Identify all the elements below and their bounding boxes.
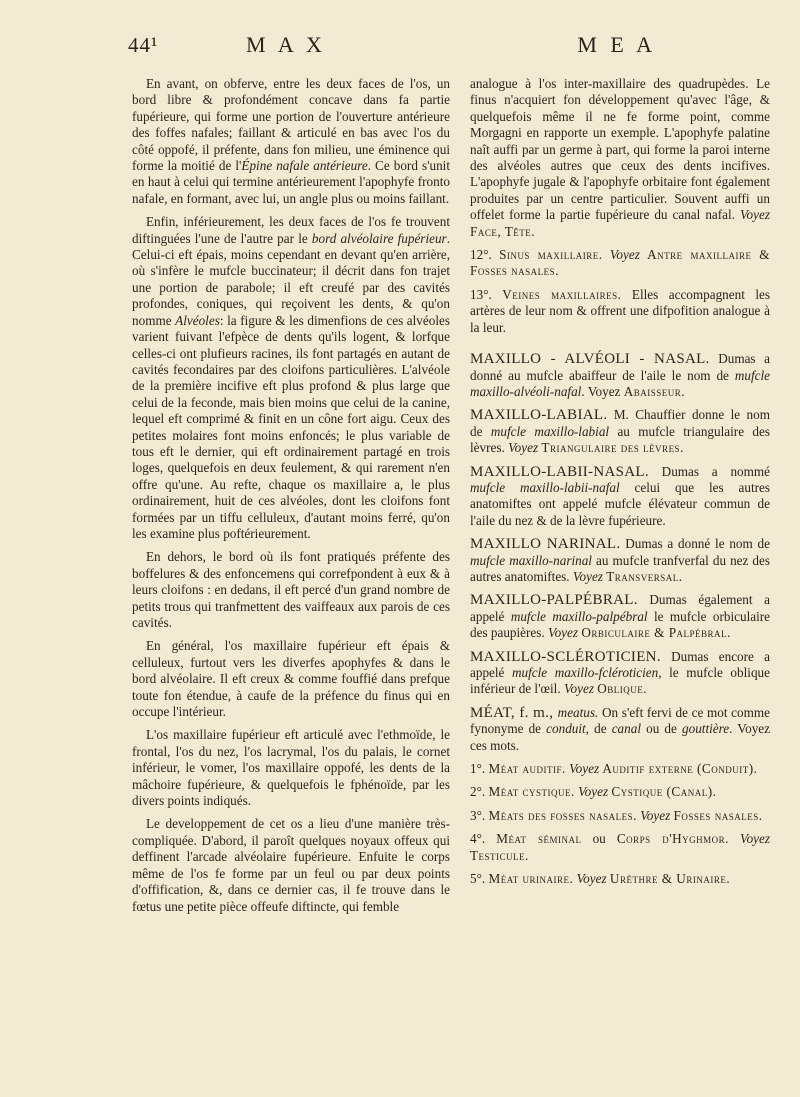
paragraph: En général, l'os maxillaire fupérieur eft épais & celluleux, furtout vers les diverfes apophyfes & dans le bord alvéolaire. Il eft creux & comme fouffié dans prefque toute fon étendue, à caufe de la préfence du finus qui en occupe l'intérieur. — [132, 638, 450, 720]
paragraph: En dehors, le bord où ils font pratiqués préfente des boffelures & des enfoncemens qui correfpondent à eux & à leurs cloifons : en dedans, il eft percé d'un grand nombre de petits trous qui tranfmettent des vaiffeaux aux parois de ces cavités. — [132, 549, 450, 630]
entry-term: Sinus maxillaire. — [499, 247, 603, 263]
headword: MAXILLO NARINAL. — [470, 536, 621, 553]
cross-reference: Auditif externe (Conduit). — [602, 761, 758, 777]
entry-term: Méats des fosses nasales. — [488, 807, 637, 823]
paragraph: En avant, on obferve, entre les deux faces de l'os, un bord libre & profondément concave dans fa partie fupérieure, qui forme une portion de l'ouverture antérieure des foffes nafales; faillant & articulé en bas avec l'os du côté oppofé, il préfente, dans fon milieu, une éminence qui forme la moitié de l'Épine nafale antérieure. Ce bord s'unit en haut à celui qui termine antérieurement l'apophyfe fronto nafale, en formant, avec lui, un angle plus ou moins faillant. — [132, 76, 450, 206]
dictionary-entry: MÉAT, f. m., meatus. On s'eft fervi de ce mot comme fynonyme de conduit, de canal ou de gouttière. Voyez ces mots. — [470, 704, 771, 753]
numbered-entry: 4°. Méat séminal ou Corps d'Hyghmor. Voyez Testicule. — [470, 831, 771, 863]
emphasis: Alvéoles — [175, 312, 220, 328]
headword: MAXILLO-PALPÉBRAL. — [470, 592, 638, 609]
running-head-right: M E A — [577, 32, 656, 57]
numbered-entry: 13°. Veines maxillaires. Elles accompagnent les artères de leur nom & offrent une difpofition analogue à la leur. — [470, 286, 770, 335]
left-column — [132, 76, 450, 922]
dictionary-entry: MAXILLO-LABIAL. M. Chauffier donne le nom de mufcle maxillo-labial au mufcle triangulaire des lèvres. Voyez Triangulaire des lèvres. — [470, 407, 770, 456]
headword: MÉAT, f. m., — [470, 704, 558, 721]
cross-reference: Corps d'Hyghmor. — [616, 831, 729, 847]
entry-term: Méat cystique. — [488, 784, 575, 800]
emphasis: bord alvéolaire fupérieur — [311, 230, 447, 246]
paragraph: L'os maxillaire fupérieur eft articulé avec l'ethmoïde, le frontal, l'os du nez, l'os lacrymal, l'os du palais, le cornet inférieur, le vomer, l'os maxillaire oppofé, les dents de la mâchoire fupérieure, & quelquefois le fphénoïde, par les divers points indiqués. — [132, 727, 450, 809]
numbered-entry: 1°. Méat auditif. Voyez Auditif externe (Conduit). — [470, 761, 758, 777]
numbered-entry: 2°. Méat cystique. Voyez Cystique (Canal). — [470, 784, 717, 800]
cross-reference: Face, Tête. — [470, 223, 536, 239]
page-number: 44¹ — [128, 33, 159, 57]
cross-reference: Transversal. — [606, 568, 683, 584]
paragraph: Enfin, inférieurement, les deux faces de l'os fe trouvent diftinguées l'une de l'autre par le bord alvéolaire fupérieur. Celui-ci eft épais, moins cependant en devant qu'en arrière, où s'infère le mufcle buccinateur; il décrit dans fon trajet une portion de parabole; il eft creufé par des cavités profondes, coniques, qui reçoivent les dents, & qu'on nomme Alvéoles: la figure & les dimenfions de ces alvéoles varient fuivant l'efpèce de dents qu'ils logent, & lorfque celles-ci ont plufieurs racines, ils font partagés en autant de cavités fecondaires par des cloifons particulières. L'alvéole de la première incifive eft plus profond & plus large que celui de la feconde, mais bien moins que celui de la canine, lequel eft comprimé & finit en un cône fort aigu. Ceux des petites molaires font moins enfoncés; le plus variable de tous eft le dernier, qui eft ordinairement partagé en trois loges, quelquefois en deux feulement, & qui rarement n'en offre qu'une. Au refte, chaque os maxillaire a, le plus ordinairement, huit de ces alvéoles, dont les cloifons font formées par un tiffu celluleux, d'autant moins ferré, qu'on les examine plus poftérieurement. — [132, 214, 450, 541]
right-column — [470, 76, 770, 894]
running-header — [128, 32, 672, 66]
numbered-entry: 5°. Méat urinaire. Voyez Urèthre & Urinaire. — [470, 871, 731, 887]
numbered-entry: 12°. Sinus maxillaire. Voyez Antre maxillaire & Fosses nasales. — [470, 247, 771, 279]
headword: MAXILLO-SCLÉROTICIEN. — [470, 648, 661, 665]
cross-reference: Oblique. — [597, 681, 648, 697]
dictionary-entry: MAXILLO-SCLÉROTICIEN. Dumas encore a appelé mufcle maxillo-fcléroticien, le mufcle oblique inférieur de l'œil. Voyez Oblique. — [470, 648, 771, 697]
cross-reference: Cystique (Canal). — [611, 784, 717, 800]
numbered-entry: 3°. Méats des fosses nasales. Voyez Fosses nasales. — [470, 807, 763, 823]
headword: MAXILLO-LABII-NASAL. — [470, 463, 649, 480]
dictionary-entry: MAXILLO-LABII-NASAL. Dumas a nommé mufcle maxillo-labii-nafal celui que les autres anatomiftes ont appelé mufcle élévateur commun de l'aile du nez & de la lèvre fupérieure. — [470, 463, 771, 528]
cross-reference: Triangulaire des lèvres. — [541, 440, 684, 456]
dictionary-entry: MAXILLO NARINAL. Dumas a donné le nom de mufcle maxillo-narinal au mufcle tranfverfal du nez des autres anatomiftes. Voyez Transversal. — [470, 536, 771, 584]
dictionary-entry: MAXILLO-PALPÉBRAL. Dumas également a appelé mufcle maxillo-palpébral le mufcle orbiculaire des paupières. Voyez Orbiculaire & Palpébral. — [470, 592, 771, 641]
entry-term: Méat urinaire. — [488, 871, 574, 887]
cross-reference: Orbiculaire & Palpébral. — [581, 625, 731, 641]
cross-reference: Antre maxillaire & Fosses nasales. — [470, 247, 771, 279]
entry-term: Méat auditif. — [488, 761, 566, 777]
cross-reference: Testicule. — [470, 847, 529, 863]
entry-term: Veines maxillaires. — [502, 286, 622, 302]
paragraph: analogue à l'os inter-maxillaire des quadrupèdes. Le finus n'acquiert fon développement qu'avec l'âge, & quelquefois même il ne fe forme point, comme Morgagni en rapporte un exemple. L'apophyfe palatine naît auffi par un germe à part, qui forme la paroi interne des alvéoles autres que ceux des dents incifives. L'apophyfe jugale & l'apophyfe orbitaire font également produites par un centre particulier. Souvent auffi un offelet forme la partie fupérieure du canal nafal. Voyez Face, Tête. — [470, 76, 770, 239]
paragraph: Le developpement de cet os a lieu d'une manière très-compliquée. D'abord, il paroît quelques noyaux offeux qui deffinent l'arcade alvéolaire fupérieure. Enfuite le corps même de l'os fe forme par un feul ou par deux points d'offification, &, dans ce dernier cas, il fe trouve dans le fœtus une petite pièce offeufe diftincte, qui femble — [132, 816, 450, 914]
cross-reference: Abaisseur. — [623, 383, 686, 399]
running-head-left: M A X — [246, 32, 326, 57]
cross-reference: Fosses nasales. — [673, 807, 763, 823]
dictionary-entry: MAXILLO - ALVÉOLI - NASAL. Dumas a donné au mufcle abaiffeur de l'aile le nom de mufcle maxillo-alvéoli-nafal. Voyez Abaisseur. — [470, 351, 770, 399]
headword: MAXILLO - ALVÉOLI - NASAL. — [470, 351, 710, 368]
emphasis: Épine nafale antérieure — [241, 158, 368, 174]
cross-reference: Urèthre & Urinaire. — [609, 871, 731, 887]
entry-term: Méat séminal — [496, 831, 582, 847]
headword: MAXILLO-LABIAL. — [470, 407, 608, 424]
